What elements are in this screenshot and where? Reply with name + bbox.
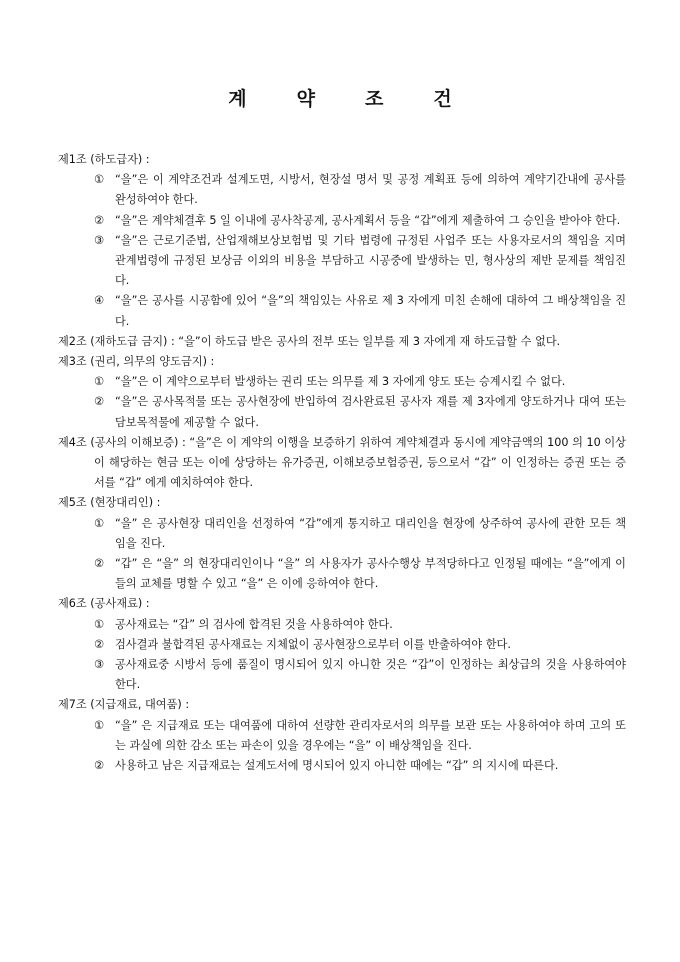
article-heading: 제5조 (현장대리인) : (58, 496, 161, 510)
clause-item (94, 615, 626, 635)
article-heading: 제2조 (재하도급 금지) : “을”이 하도급 받은 공사의 전부 또는 일부를 제 3 자에게 재 하도급할 수 없다. (58, 334, 561, 348)
title-char: 건 (433, 88, 452, 110)
clause-number: ③ (94, 233, 105, 247)
article-2 (58, 332, 626, 352)
clause-number: ② (94, 637, 105, 651)
article-7 (58, 695, 626, 776)
clause-text: “을”은 계약체결후 5 일 이내에 공사착공계, 공사계획서 등을 “갑”에게 제출하여 그 승인을 받아야 한다. (115, 213, 621, 227)
article-heading: 제4조 (공사의 이해보증) : “을”은 이 계약의 이행을 보증하기 위하여 계약체결과 동시에 계약금액의 100 의 10 이상이 해당하는 현금 또는 이에 상당하는 유가증권, 이해보증보험증권, 등으로서 “갑” 이 인정하는 증권 또는 증서를 “갑” 에게 예치하여야 한다. (58, 435, 626, 490)
title-char: 계 (228, 88, 247, 110)
clause-item (94, 716, 626, 756)
clause-item (94, 392, 626, 432)
clause-number: ② (94, 557, 105, 571)
clause-text: “갑” 은 “을” 의 현장대리인이나 “을” 의 사용자가 공사수행상 부적당하다고 인정될 때에는 “을”에게 이들의 교체를 명할 수 있고 “을” 은 이에 응하여야 한다. (115, 557, 626, 591)
clause-number: ③ (94, 658, 105, 672)
clause-item (94, 655, 626, 695)
clause-number: ① (94, 375, 105, 389)
clause-text: “을” 은 공사현장 대리인을 선정하여 “갑”에게 통지하고 대리인을 현장에 상주하여 공사에 관한 모든 책임을 진다. (115, 516, 626, 550)
article-3 (58, 352, 626, 433)
article-heading: 제3조 (권리, 의무의 양도금지) : (58, 355, 215, 369)
clause-item (94, 635, 626, 655)
article-6 (58, 594, 626, 695)
article-5 (58, 493, 626, 594)
clause-text: 검사결과 불합격된 공사재료는 지체없이 공사현장으로부터 이를 반출하여야 한다. (115, 637, 511, 651)
clause-item (94, 291, 626, 331)
clause-text: “을”은 이 계약조건과 설계도면, 시방서, 현장설 명서 및 공정 계획표 등에 의하여 계약기간내에 공사를 완성하여야 한다. (115, 173, 626, 207)
article-4 (58, 433, 626, 494)
clause-text: 사용하고 남은 지급재료는 설계도서에 명시되어 있지 아니한 때에는 “갑” 의 지시에 따른다. (115, 759, 559, 773)
clause-number: ② (94, 213, 105, 227)
article-heading: 제7조 (지급재료, 대여품) : (58, 698, 190, 712)
clause-number: ① (94, 617, 105, 631)
document-title (0, 84, 680, 111)
title-char: 조 (365, 88, 384, 110)
clause-item (94, 554, 626, 594)
clause-number: ④ (94, 294, 105, 308)
clause-item (94, 514, 626, 554)
clause-item (94, 756, 626, 776)
clause-text: “을”은 근로기준법, 산업재해보상보험법 및 기타 법령에 규정된 사업주 또는 사용자로서의 책임을 지며 관계법령에 규정된 보상금 이외의 비용을 부담하고 시공중에 발생하는 민, 형사상의 제반 문제를 책임진다. (115, 233, 626, 288)
clause-number: ① (94, 173, 105, 187)
clause-text: “을”은 이 계약으로부터 발생하는 권리 또는 의무를 제 3 자에게 양도 또는 승계시킬 수 없다. (115, 375, 566, 389)
document-body (58, 150, 626, 776)
clause-number: ② (94, 395, 105, 409)
clause-item (94, 372, 626, 392)
clause-item (94, 170, 626, 210)
article-heading: 제6조 (공사재료) : (58, 597, 150, 611)
article-heading: 제1조 (하도급자) : (58, 153, 150, 166)
clause-text: 공사재료중 시방서 등에 품질이 명시되어 있지 아니한 것은 “갑”이 인정하는 최상급의 것을 사용하여야 한다. (115, 658, 626, 692)
clause-item (94, 211, 626, 231)
clause-text: “을”은 공사목적물 또는 공사현장에 반입하여 검사완료된 공사자 재를 제 3자에게 양도하거나 대여 또는 담보목적물에 제공할 수 없다. (115, 395, 626, 429)
article-1 (58, 150, 626, 332)
title-char: 약 (296, 88, 315, 110)
clause-item (94, 231, 626, 292)
clause-number: ② (94, 759, 105, 773)
clause-text: “을” 은 지급재료 또는 대여품에 대하여 선량한 관리자로서의 의무를 보관 또는 사용하여야 하며 고의 또는 과실에 의한 감소 또는 파손이 있을 경우에는 “을” 이 배상책임을 진다. (115, 718, 626, 752)
clause-number: ① (94, 718, 105, 732)
clause-number: ① (94, 516, 105, 530)
clause-text: 공사재료는 “갑” 의 검사에 합격된 것을 사용하여야 한다. (115, 617, 393, 631)
clause-text: “을”은 공사를 시공함에 있어 “을”의 책임있는 사유로 제 3 자에게 미친 손해에 대하여 그 배상책임을 진다. (115, 294, 626, 328)
